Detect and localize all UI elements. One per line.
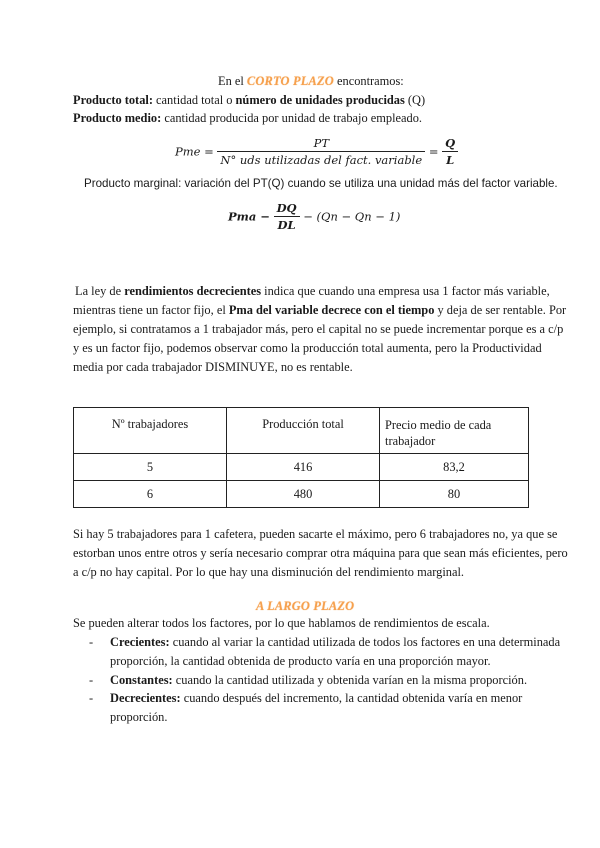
ley-line-4: y es un factor fijo, podemos observar como la producción total aumenta, pero la Productividad: [73, 341, 542, 355]
formula-pme-num: PT: [217, 136, 425, 152]
formula-pma-rhs: − (Qn − Qn − 1): [303, 209, 401, 224]
producto-medio-text: cantidad producida por unidad de trabajo empleado.: [161, 111, 423, 125]
table-row: [74, 481, 529, 508]
table-header-cell: [74, 408, 227, 454]
corto-plazo-title: CORTO PLAZO: [246, 74, 334, 88]
decrecientes-label: Decrecientes:: [110, 691, 181, 705]
constantes-label: Constantes:: [110, 673, 173, 687]
table-row: [74, 454, 529, 481]
formula-pme-lhs: Pme =: [175, 144, 214, 159]
producto-total-q: (Q): [404, 93, 426, 107]
table-cell: 80: [380, 481, 529, 508]
ley-l2-bold: Pma del variable decrece con el tiempo: [228, 303, 435, 317]
list-dash: -: [89, 673, 94, 687]
decrecientes-text: cuando después del incremento, la cantidad obtenida varía en menor: [180, 691, 523, 705]
ley-line-1: [75, 284, 550, 299]
ley-l1-bold: rendimientos decrecientes: [124, 284, 262, 298]
largo-plazo-intro: Se pueden alterar todos los factores, por lo que hablamos de rendimientos de escala.: [73, 616, 490, 630]
ley-l2-a: mientras tiene un factor fijo, el: [73, 303, 229, 317]
list-dash: -: [89, 635, 94, 649]
constantes-text: cuando la cantidad utilizada y obtenida varían en la misma proporción.: [172, 673, 528, 687]
producto-marginal-line: Producto marginal: variación del PT(Q) cuando se utiliza una unidad más del factor variable.: [84, 177, 558, 190]
table-cell: 416: [227, 454, 380, 481]
crecientes-continuation: proporción, la cantidad obtenida de producto varía en una proporción mayor.: [110, 654, 491, 668]
formula-pma-lhs: Pma −: [228, 209, 270, 224]
header-precio-l2: trabajador: [385, 434, 436, 448]
formula-pme-fraction2: [442, 136, 458, 167]
producto-medio-label: Producto medio:: [73, 111, 162, 125]
producto-total-bold: número de unidades producidas: [235, 93, 405, 107]
producto-total-text: cantidad total o: [152, 93, 236, 107]
formula-pma-num: DQ: [274, 201, 300, 217]
trabajadores-table: [73, 407, 529, 508]
formula-pme-den2: L: [446, 153, 455, 167]
ley-line-5: media por cada trabajador DISMINUYE, no es rentable.: [73, 360, 353, 374]
producto-medio-line: [73, 111, 422, 126]
ley-line-2: [73, 303, 566, 318]
list-dash: -: [89, 691, 94, 705]
formula-pma-den: DL: [277, 218, 296, 232]
table-cell: 480: [227, 481, 380, 508]
table-cell: 6: [74, 481, 227, 508]
table-header-row: [74, 408, 529, 454]
formula-pme-num2: Q: [442, 136, 458, 152]
intro-text-after: encontramos:: [333, 74, 404, 88]
formula-pme-den: N° uds utilizadas del fact. variable: [220, 153, 423, 167]
crecientes-text: cuando al variar la cantidad utilizada de todos los factores en una determinada: [169, 635, 561, 649]
producto-total-line: [73, 93, 425, 108]
formula-pme-eq: =: [428, 144, 439, 159]
ley-l1-b: indica que cuando una empresa usa 1 factor más variable,: [261, 284, 550, 298]
intro-text-before: En el: [218, 74, 247, 88]
header-produccion: Producción total: [262, 417, 344, 431]
table-header-cell: [227, 408, 380, 454]
header-trabajadores: Nº trabajadores: [111, 417, 189, 431]
crecientes-label: Crecientes:: [110, 635, 170, 649]
corto-plazo-intro: [218, 74, 404, 89]
table-cell: 5: [74, 454, 227, 481]
ley-l2-b: y deja de ser rentable. Por: [434, 303, 567, 317]
ley-line-3: ejemplo, si contratamos a 1 trabajador más, pero el capital no se puede incrementar porque es a c/p: [73, 322, 564, 336]
ley-l1-a: La ley de: [75, 284, 125, 298]
table-header-cell: [380, 408, 529, 454]
formula-pme: [175, 136, 458, 167]
table-cell: 83,2: [380, 454, 529, 481]
formula-pma-fraction: [274, 201, 300, 232]
formula-pma: [228, 201, 400, 232]
decrecientes-continuation: proporción.: [110, 710, 168, 724]
formula-pme-fraction: [217, 136, 425, 167]
cafeteria-line-1: Si hay 5 trabajadores para 1 cafetera, pueden sacarte el máximo, pero 6 trabajadores no, ya que se: [73, 527, 558, 541]
cafeteria-line-3: a c/p no hay capital. Por lo que hay una disminución del rendimiento marginal.: [73, 565, 465, 579]
producto-total-label: Producto total:: [73, 93, 153, 107]
cafeteria-line-2: estorban unos entre otros y sería necesario comprar otra máquina para que sean más eficientes, pero: [73, 546, 568, 560]
largo-plazo-title: A LARGO PLAZO: [256, 599, 355, 613]
header-precio-l1: Precio medio de cada: [385, 418, 492, 432]
